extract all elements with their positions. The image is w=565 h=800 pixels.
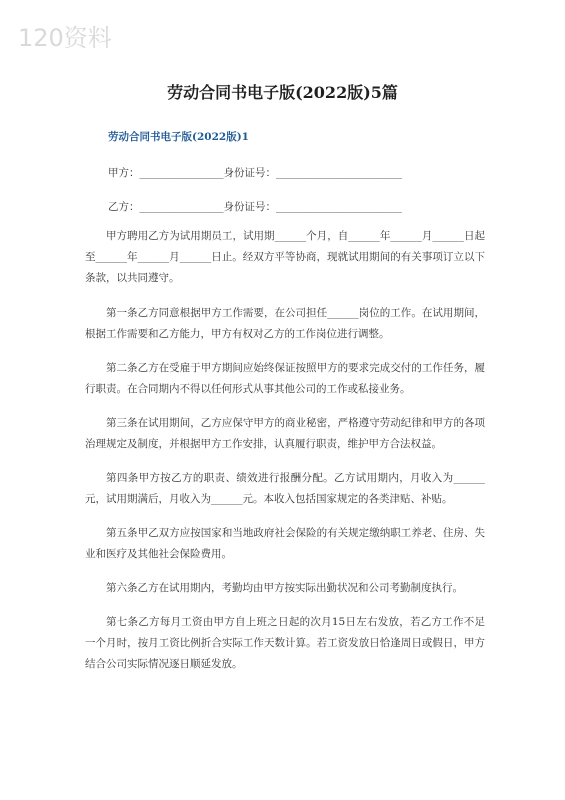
paragraph-intro: 甲方聘用乙方为试用期员工，试用期______个月，自______年______月______日起至______年______月______日止。经双方平等协商，现就试用期间的有关事项订立以下条款，以共同遵守。	[85, 230, 485, 284]
section-subtitle: 劳动合同书电子版(2022版)1	[108, 131, 249, 143]
paragraph-article-5: 第五条甲乙双方应按国家和当地政府社会保险的有关规定缴纳职工养老、住房、失业和医疗及其他社会保险费用。	[85, 527, 485, 560]
party-b-line: 乙方：________________身份证号：________________________	[108, 201, 402, 213]
paragraph-article-2: 第二条乙方在受雇于甲方期间应始终保证按照甲方的要求完成交付的工作任务，履行职责。在合同期内不得以任何形式从事其他公司的工作或私接业务。	[85, 362, 485, 395]
party-a-line: 甲方：________________身份证号：________________________	[108, 167, 402, 179]
paragraph-article-1: 第一条乙方同意根据甲方工作需要，在公司担任______岗位的工作。在试用期间，根据工作需要和乙方能力，甲方有权对乙方的工作岗位进行调整。	[85, 307, 485, 340]
paragraph-article-6: 第六条乙方在试用期内，考勤均由甲方按实际出勤状况和公司考勤制度执行。	[106, 582, 463, 594]
paragraph-article-4: 第四条甲方按乙方的职责、绩效进行报酬分配。乙方试用期内，月收入为______元，试用期满后，月收入为______元。本收入包括国家规定的各类津贴、补贴。	[85, 472, 485, 505]
watermark-logo: 120资料	[18, 24, 112, 52]
document-title: 劳动合同书电子版(2022版)5篇	[167, 83, 398, 102]
paragraph-article-3: 第三条在试用期间，乙方应保守甲方的商业秘密，严格遵守劳动纪律和甲方的各项治理规定及制度，并根据甲方工作安排，认真履行职责，维护甲方合法权益。	[85, 417, 485, 450]
paragraph-article-7: 第七条乙方每月工资由甲方自上班之日起的次月15日左右发放，若乙方工作不足一个月时，按月工资比例折合实际工作天数计算。若工资发放日恰逢周日或假日，甲方结合公司实际情况逐日顺延发放。	[85, 616, 485, 670]
